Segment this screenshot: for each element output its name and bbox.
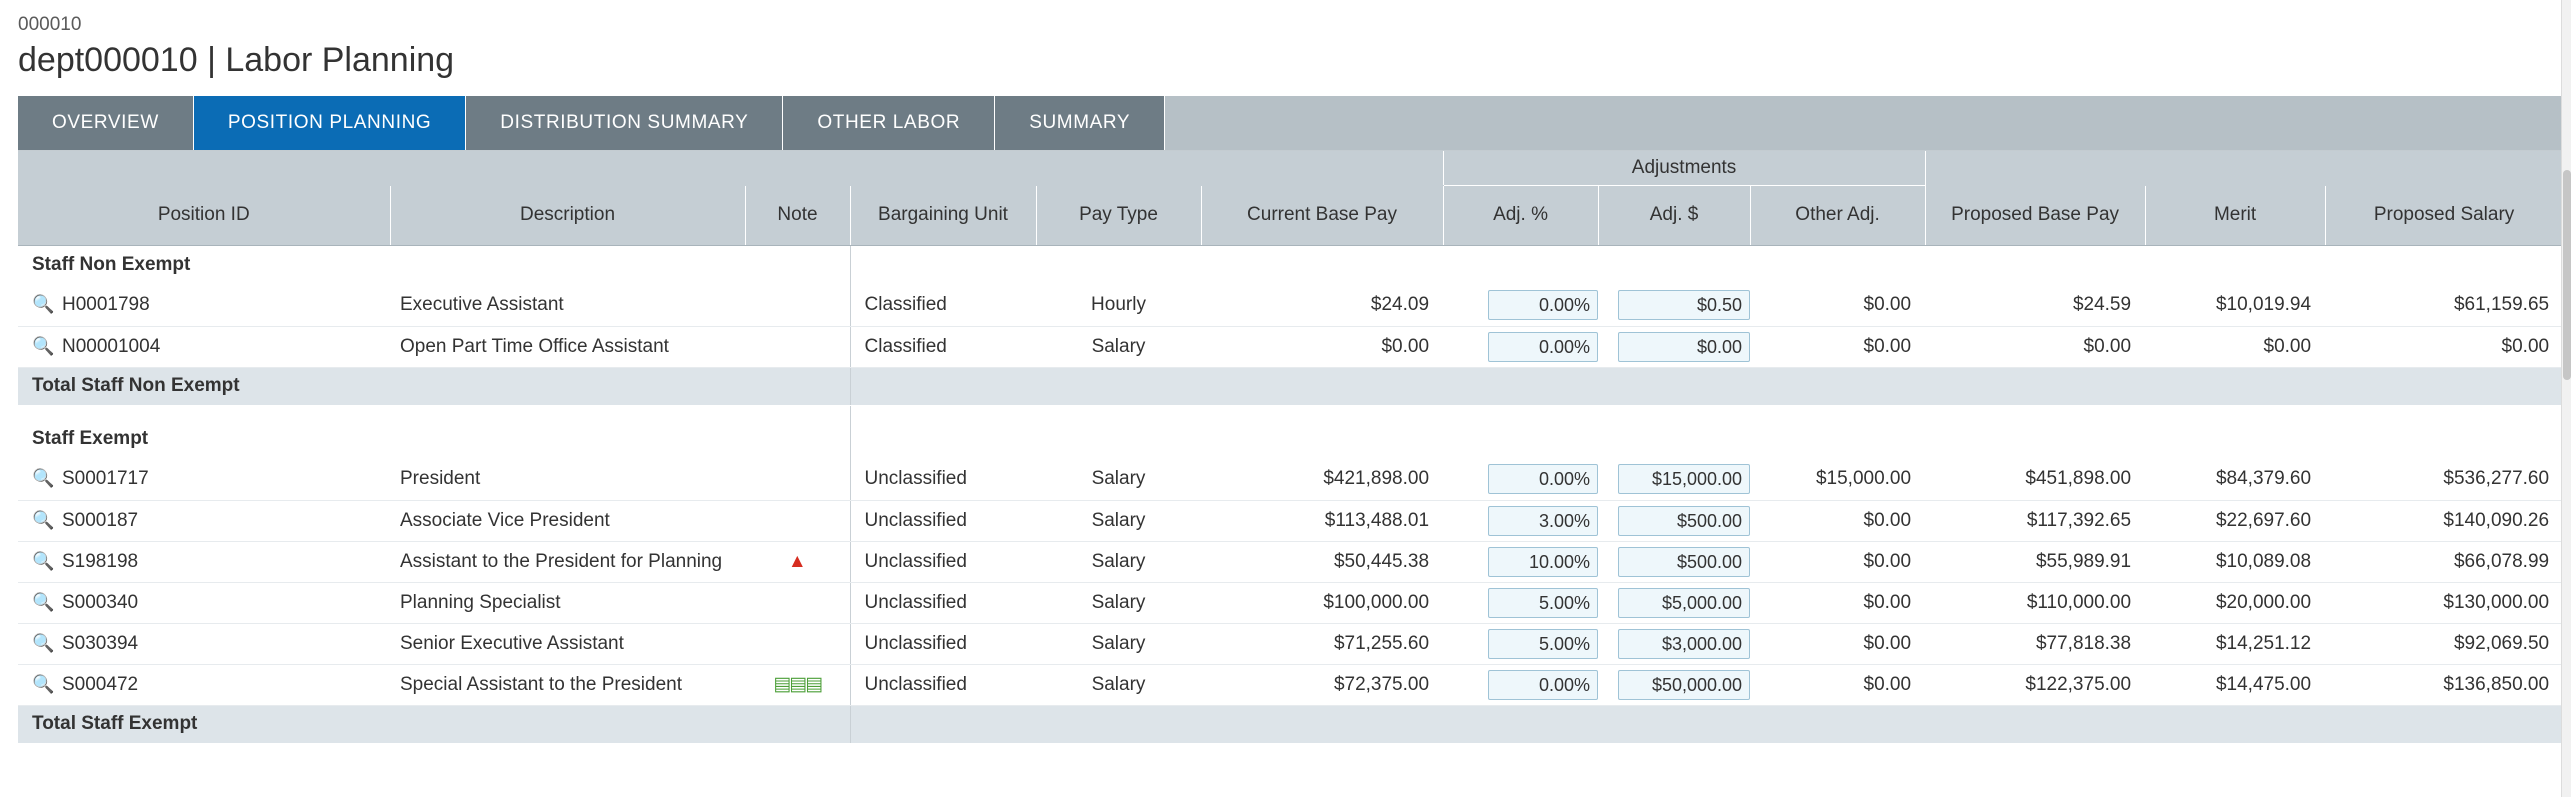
cell-proposed-salary: $61,159.65 [2325,285,2563,326]
tab-summary[interactable]: SUMMARY [995,96,1165,150]
col-pay-type[interactable]: Pay Type [1036,185,1201,245]
cell-other-adj: $0.00 [1750,500,1925,541]
cell-merit: $20,000.00 [2145,582,2325,623]
cell-note [745,623,850,664]
section-header-filler [850,245,2563,285]
position-id-text: S030394 [62,632,139,654]
cell-merit: $0.00 [2145,326,2325,367]
cell-bargaining-unit: Unclassified [850,582,1036,623]
section-total-row [18,705,2563,743]
table-row[interactable] [18,541,2563,582]
section-header-row [18,419,2563,459]
cell-pay-type: Hourly [1036,285,1201,326]
cell-current-base-pay: $50,445.38 [1201,541,1443,582]
col-other-adj[interactable]: Other Adj. [1750,185,1925,245]
cell-adj-dollar[interactable] [1598,664,1750,705]
cell-position-id[interactable] [18,664,390,705]
adj-dollar-input[interactable]: $15,000.00 [1618,464,1750,494]
cell-merit: $10,019.94 [2145,285,2325,326]
section-title: Staff Non Exempt [18,245,850,285]
cell-description: Special Assistant to the President [390,664,745,705]
cell-note[interactable] [745,664,850,705]
cell-adj-percent[interactable] [1443,285,1598,326]
cell-other-adj: $0.00 [1750,541,1925,582]
total-label: Total Staff Exempt [18,705,850,743]
cell-bargaining-unit: Classified [850,285,1036,326]
group-header-adjustments: Adjustments [1443,151,1925,185]
page-title: dept000010 | Labor Planning [18,41,455,79]
cell-position-id[interactable] [18,582,390,623]
tab-overview[interactable]: OVERVIEW [18,96,194,150]
adj-dollar-input[interactable]: $3,000.00 [1618,629,1750,659]
group-header-blank [18,151,1443,185]
table-row[interactable] [18,664,2563,705]
cell-description: Senior Executive Assistant [390,623,745,664]
cell-proposed-base-pay: $122,375.00 [1925,664,2145,705]
position-id-text: S000187 [62,509,139,531]
cell-other-adj: $0.00 [1750,623,1925,664]
cell-proposed-base-pay: $110,000.00 [1925,582,2145,623]
cell-merit: $22,697.60 [2145,500,2325,541]
cell-proposed-base-pay: $77,818.38 [1925,623,2145,664]
cell-adj-dollar[interactable] [1598,541,1750,582]
cell-proposed-salary: $66,078.99 [2325,541,2563,582]
cell-pay-type: Salary [1036,500,1201,541]
adj-dollar-input[interactable]: $0.00 [1618,332,1750,362]
cell-note [745,285,850,326]
search-icon[interactable]: 🔍 [32,509,55,530]
position-id-text: S0001717 [62,468,149,490]
search-icon[interactable]: 🔍 [32,468,55,489]
adj-percent-input[interactable]: 0.00% [1488,464,1598,494]
cell-proposed-salary: $130,000.00 [2325,582,2563,623]
search-icon[interactable]: 🔍 [32,591,55,612]
cell-proposed-base-pay: $0.00 [1925,326,2145,367]
cell-position-id[interactable] [18,459,390,500]
cell-bargaining-unit: Unclassified [850,541,1036,582]
search-icon[interactable]: 🔍 [32,632,55,653]
cell-merit: $14,251.12 [2145,623,2325,664]
col-bargaining-unit[interactable]: Bargaining Unit [850,185,1036,245]
col-proposed-base-pay[interactable]: Proposed Base Pay [1925,185,2145,245]
cell-position-id[interactable] [18,623,390,664]
cell-adj-percent[interactable] [1443,623,1598,664]
cell-proposed-salary: $536,277.60 [2325,459,2563,500]
scrollbar-thumb[interactable] [2563,170,2571,380]
adj-dollar-input[interactable]: $500.00 [1618,547,1750,577]
cell-adj-percent[interactable] [1443,500,1598,541]
vertical-scrollbar[interactable] [2561,0,2571,797]
tab-position-planning[interactable]: POSITION PLANNING [194,96,466,150]
position-planning-grid [18,150,2571,744]
cell-bargaining-unit: Unclassified [850,459,1036,500]
cell-proposed-salary: $92,069.50 [2325,623,2563,664]
col-description[interactable]: Description [390,185,745,245]
cell-bargaining-unit: Unclassified [850,664,1036,705]
adj-percent-input[interactable]: 5.00% [1488,629,1598,659]
tab-bar [0,96,2571,150]
cell-description: Executive Assistant [390,285,745,326]
cell-current-base-pay: $113,488.01 [1201,500,1443,541]
adj-dollar-input[interactable]: $500.00 [1618,506,1750,536]
cell-description: Open Part Time Office Assistant [390,326,745,367]
cell-adj-dollar[interactable] [1598,459,1750,500]
cell-note [745,500,850,541]
grid-group-header-row [18,151,2563,185]
cell-adj-dollar[interactable] [1598,326,1750,367]
cell-pay-type: Salary [1036,326,1201,367]
cell-pay-type: Salary [1036,459,1201,500]
col-note[interactable]: Note [745,185,850,245]
cell-note [745,326,850,367]
section-header-filler [850,419,2563,459]
cell-adj-percent[interactable] [1443,582,1598,623]
adj-percent-input[interactable]: 3.00% [1488,506,1598,536]
grid-body [18,245,2563,743]
total-filler [850,705,2563,743]
tab-bar-filler [1165,96,2571,150]
warning-icon[interactable]: ▲ [787,550,807,572]
cell-bargaining-unit: Classified [850,326,1036,367]
table-row[interactable] [18,582,2563,623]
department-code: 000010 [18,14,82,35]
cell-note[interactable] [745,541,850,582]
col-current-base-pay[interactable]: Current Base Pay [1201,185,1443,245]
cell-note [745,582,850,623]
adj-dollar-input[interactable]: $0.50 [1618,290,1750,320]
cell-other-adj: $0.00 [1750,285,1925,326]
cell-proposed-salary: $136,850.00 [2325,664,2563,705]
search-icon[interactable]: 🔍 [32,673,55,694]
search-icon[interactable]: 🔍 [32,550,55,571]
org-chart-icon[interactable]: ▤▤▤ [773,674,822,695]
cell-bargaining-unit: Unclassified [850,500,1036,541]
table-row[interactable] [18,500,2563,541]
cell-adj-percent[interactable] [1443,326,1598,367]
cell-note [745,459,850,500]
cell-other-adj: $0.00 [1750,326,1925,367]
cell-merit: $84,379.60 [2145,459,2325,500]
adj-percent-input[interactable]: 0.00% [1488,670,1598,700]
cell-adj-percent[interactable] [1443,459,1598,500]
cell-current-base-pay: $71,255.60 [1201,623,1443,664]
cell-proposed-salary: $0.00 [2325,326,2563,367]
cell-pay-type: Salary [1036,664,1201,705]
col-merit[interactable]: Merit [2145,185,2325,245]
table-row[interactable] [18,326,2563,367]
adj-percent-input[interactable]: 5.00% [1488,588,1598,618]
grid-header-row [18,185,2563,245]
position-id-text: S000472 [62,673,139,695]
cell-other-adj: $0.00 [1750,582,1925,623]
table-row[interactable] [18,459,2563,500]
adj-dollar-input[interactable]: $5,000.00 [1618,588,1750,618]
page-header [0,0,2571,82]
cell-position-id[interactable] [18,500,390,541]
cell-description: Associate Vice President [390,500,745,541]
section-title: Staff Exempt [18,419,850,459]
cell-description: Assistant to the President for Planning [390,541,745,582]
cell-proposed-base-pay: $55,989.91 [1925,541,2145,582]
section-header-row [18,245,2563,285]
cell-proposed-base-pay: $24.59 [1925,285,2145,326]
col-adj-percent[interactable]: Adj. % [1443,185,1598,245]
cell-current-base-pay: $72,375.00 [1201,664,1443,705]
cell-current-base-pay: $100,000.00 [1201,582,1443,623]
position-id-text: N00001004 [62,335,161,357]
position-id-text: S198198 [62,550,139,572]
cell-current-base-pay: $24.09 [1201,285,1443,326]
cell-adj-dollar[interactable] [1598,500,1750,541]
col-proposed-salary[interactable]: Proposed Salary [2325,185,2563,245]
cell-position-id[interactable] [18,541,390,582]
cell-proposed-salary: $140,090.26 [2325,500,2563,541]
cell-position-id[interactable] [18,326,390,367]
adj-percent-input[interactable]: 10.00% [1488,547,1598,577]
cell-pay-type: Salary [1036,623,1201,664]
tab-distribution-summary[interactable]: DISTRIBUTION SUMMARY [466,96,783,150]
cell-merit: $14,475.00 [2145,664,2325,705]
adj-percent-input[interactable]: 0.00% [1488,332,1598,362]
group-header-blank-right [1925,151,2563,185]
tab-other-labor[interactable]: OTHER LABOR [783,96,995,150]
total-filler [850,367,2563,405]
cell-current-base-pay: $421,898.00 [1201,459,1443,500]
table-row[interactable] [18,285,2563,326]
cell-pay-type: Salary [1036,541,1201,582]
cell-proposed-base-pay: $451,898.00 [1925,459,2145,500]
cell-other-adj: $0.00 [1750,664,1925,705]
cell-adj-dollar[interactable] [1598,623,1750,664]
cell-position-id[interactable] [18,285,390,326]
table-row[interactable] [18,623,2563,664]
position-id-text: H0001798 [62,294,150,316]
col-position-id[interactable]: Position ID [18,185,390,245]
search-icon[interactable]: 🔍 [32,294,55,315]
position-id-text: S000340 [62,591,139,613]
col-adj-dollar[interactable]: Adj. $ [1598,185,1750,245]
adj-percent-input[interactable]: 0.00% [1488,290,1598,320]
cell-adj-percent[interactable] [1443,664,1598,705]
cell-proposed-base-pay: $117,392.65 [1925,500,2145,541]
cell-adj-percent[interactable] [1443,541,1598,582]
cell-merit: $10,089.08 [2145,541,2325,582]
cell-other-adj: $15,000.00 [1750,459,1925,500]
cell-description: President [390,459,745,500]
cell-pay-type: Salary [1036,582,1201,623]
cell-adj-dollar[interactable] [1598,285,1750,326]
adj-dollar-input[interactable]: $50,000.00 [1618,670,1750,700]
section-total-row [18,367,2563,405]
cell-description: Planning Specialist [390,582,745,623]
cell-current-base-pay: $0.00 [1201,326,1443,367]
cell-bargaining-unit: Unclassified [850,623,1036,664]
section-spacer [18,405,2563,419]
cell-adj-dollar[interactable] [1598,582,1750,623]
total-label: Total Staff Non Exempt [18,367,850,405]
search-icon[interactable]: 🔍 [32,335,55,356]
